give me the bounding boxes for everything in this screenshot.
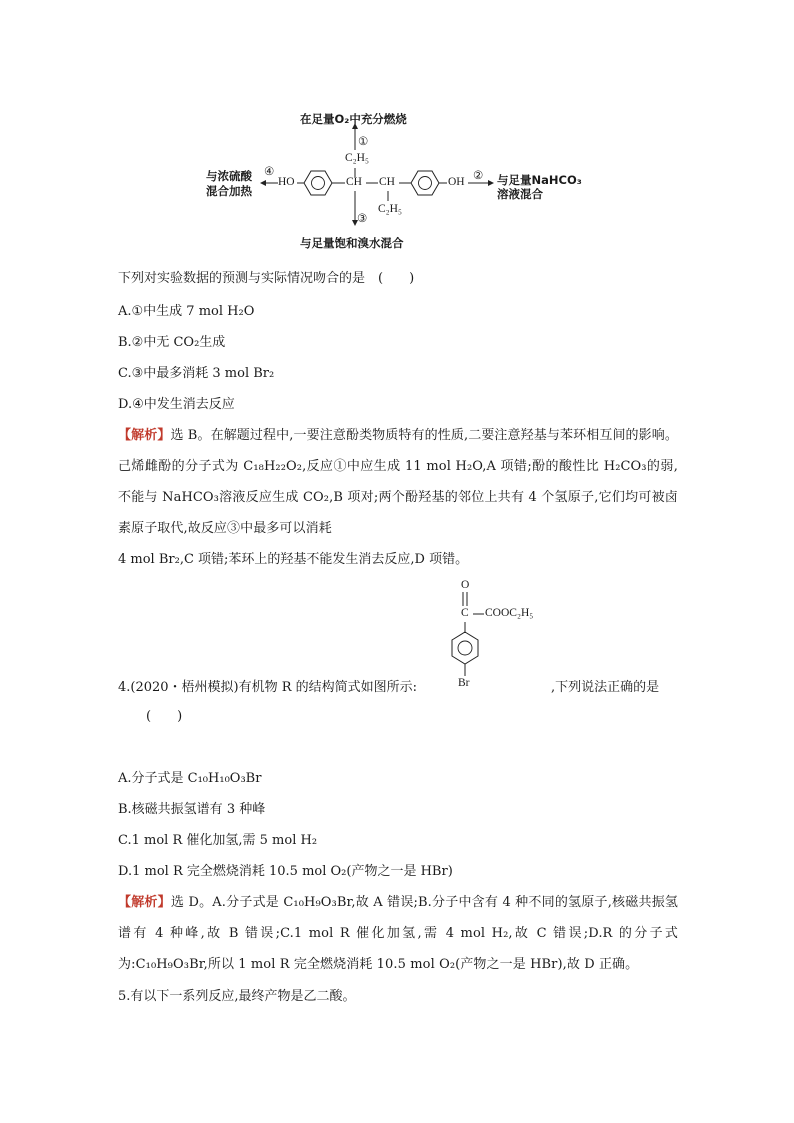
left-label-line1: 与浓硫酸 (206, 169, 252, 183)
q3-option-a: A.①中生成 7 mol H₂O (118, 304, 255, 319)
q4-option-a: A.分子式是 C₁₀H₁₀O₃Br (118, 771, 262, 786)
circle-number-3: ③ (357, 213, 368, 225)
q4-option-c: C.1 mol R 催化加氢,需 5 mol H₂ (118, 833, 318, 848)
struct-oxygen: O (461, 579, 470, 591)
reaction-diagram-lines (0, 0, 794, 260)
circle-number-4: ④ (264, 166, 275, 178)
q3-stem: 下列对实验数据的预测与实际情况吻合的是 ( ) (118, 271, 415, 286)
diagram-bottom-label: 与足量饱和溴水混合 (300, 236, 404, 250)
q3-analysis-cont: 4 mol Br₂,C 项错;苯环上的羟基不能发生消去反应,D 项错。 (118, 552, 469, 567)
struct-carbon: C (461, 607, 469, 619)
q4-stem-part2: ,下列说法正确的是 (551, 680, 660, 695)
q4-analysis-body: 选 D。A.分子式是 C₁₀H₉O₃Br,故 A 错误;B.分子中含有 4 种不同的氢原子,核磁共振氢谱有 4 种峰,故 B 错误;C.1 mol R 催化加氢,需 4 mol H₂,故 C 错误;D.R 的分子式为:C₁₀H₉O₃Br,所以 1 mol R 完全燃烧消耗 10.5 mol O₂(产物之一是 HBr),故 D 正确。 (118, 895, 679, 972)
q3-option-b: B.②中无 CO₂生成 (118, 335, 226, 350)
hydroxyl-left: HO (278, 176, 295, 188)
left-label-line2: 混合加热 (206, 184, 252, 198)
q3-analysis-body: 选 B。在解题过程中,一要注意酚类物质特有的性质,二要注意羟基与苯环相互间的影响。己烯雌酚的分子式为 C₁₈H₂₂O₂,反应①中应生成 11 mol H₂O,A 项错;酚的酸性比 H₂CO₃的弱,不能与 NaHCO₃溶液反应生成 CO₂,B 项对;两个酚羟基的邻位上共有 4 个氢原子,它们均可被卤素原子取代,故反应③中最多可以消耗 (118, 428, 678, 536)
ch-right: CH (379, 176, 395, 188)
diagram-top-label: 在足量O₂中充分燃烧 (300, 112, 407, 126)
q3-analysis (118, 420, 678, 544)
ch-left: CH (346, 176, 362, 188)
reaction-diagram (0, 0, 794, 260)
q4-stem-part1: 4.(2020・梧州模拟)有机物 R 的结构简式如图所示: (118, 680, 418, 695)
circle-number-1: ① (358, 136, 369, 148)
q4-analysis (118, 887, 678, 980)
struct-ester: COOC₂H₅ (485, 607, 534, 619)
ethyl-bottom: C₂H₅ (378, 203, 402, 215)
struct-bromine: Br (458, 677, 470, 689)
right-label-line2: 溶液混合 (497, 187, 543, 201)
right-label-line1: 与足量NaHCO₃ (497, 173, 582, 187)
analysis-tag-q4: 【解析】 (118, 895, 171, 910)
hydroxyl-right: OH (448, 176, 465, 188)
circle-number-2: ② (473, 170, 484, 182)
analysis-tag: 【解析】 (118, 428, 171, 443)
q3-option-d: D.④中发生消去反应 (118, 397, 235, 412)
q4-option-d: D.1 mol R 完全燃烧消耗 10.5 mol O₂(产物之一是 HBr) (118, 864, 453, 879)
q3-option-c: C.③中最多消耗 3 mol Br₂ (118, 366, 275, 381)
q5-stem: 5.有以下一系列反应,最终产物是乙二酸。 (118, 989, 356, 1004)
q4-answer-paren: ( ) (146, 709, 183, 724)
ethyl-top: C₂H₅ (345, 152, 369, 164)
q4-option-b: B.核磁共振氢谱有 3 种峰 (118, 802, 266, 817)
